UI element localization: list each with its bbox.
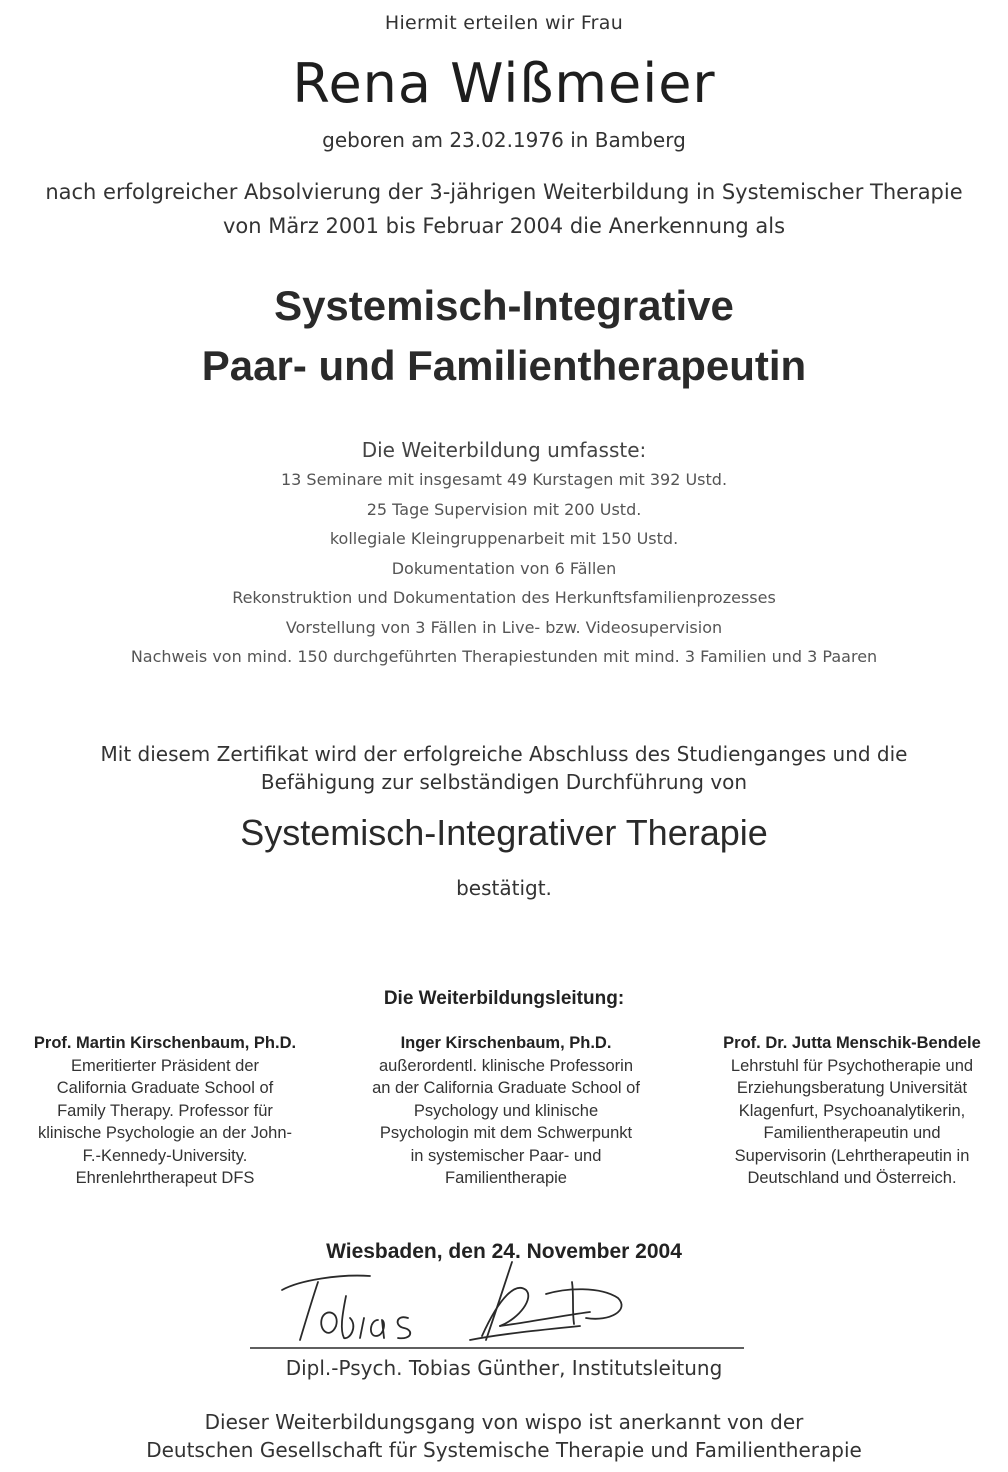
leader-description-line: in systemischer Paar- und xyxy=(410,1146,602,1165)
scope-item: Rekonstruktion und Dokumentation des Herkunftsfamilienprozesses xyxy=(232,588,776,607)
signature-stroke xyxy=(342,1296,354,1338)
scope-item: 25 Tage Supervision mit 200 Ustd. xyxy=(366,500,642,519)
leader-description-line: Familientherapie xyxy=(445,1169,567,1187)
signature-stroke xyxy=(486,1262,512,1340)
scope-item: Vorstellung von 3 Fällen in Live- bzw. Videosupervision xyxy=(285,618,723,637)
signature-stroke xyxy=(360,1318,364,1338)
birth-info: geboren am 23.02.1976 in Bamberg xyxy=(322,128,686,152)
leader-description-line: Lehrstuhl für Psychotherapie und xyxy=(730,1056,974,1075)
recipient-name: Rena Wißmeier xyxy=(292,52,716,115)
confirmed-text: bestätigt. xyxy=(456,876,552,900)
completion-line-1: nach erfolgreicher Absolvierung der 3-jährigen Weiterbildung in Systemischer Therapie xyxy=(45,180,963,204)
signature-stroke xyxy=(398,1317,411,1338)
scope-item: Nachweis von mind. 150 durchgeführten Therapiestunden mit mind. 3 Familien und 3 Paaren xyxy=(130,647,878,666)
leader-name: Prof. Dr. Jutta Menschik-Bendele xyxy=(723,1034,981,1052)
signature-stroke xyxy=(321,1312,337,1332)
leader-description-line: klinische Psychologie an der John- xyxy=(37,1124,293,1142)
signature-stroke xyxy=(572,1282,574,1324)
leader-description-line: Familientherapeutin und xyxy=(763,1124,941,1142)
scope-item: Dokumentation von 6 Fällen xyxy=(391,559,617,578)
leader-description-line: F.-Kennedy-University. xyxy=(82,1146,248,1165)
leader-description-line: Psychologin mit dem Schwerpunkt xyxy=(379,1124,633,1142)
leader-description-line: an der California Graduate School of xyxy=(372,1079,640,1097)
signature-stroke xyxy=(282,1276,370,1290)
leader-description-line: California Graduate School of xyxy=(56,1079,274,1097)
intro-text: Hiermit erteilen wir Frau xyxy=(384,12,624,34)
signatory-name: Dipl.-Psych. Tobias Günther, Institutsleitung xyxy=(285,1356,723,1380)
scope-heading: Die Weiterbildung umfasste: xyxy=(361,438,647,462)
scope-item: 13 Seminare mit insgesamt 49 Kurstagen mit 392 Ustd. xyxy=(280,470,728,489)
leader-description-line: Supervisorin (Lehrtherapeutin in xyxy=(734,1146,970,1165)
scope-item: kollegiale Kleingruppenarbeit mit 150 Ustd. xyxy=(329,529,679,548)
degree-title-line-2: Paar- und Familientherapeutin xyxy=(201,342,807,389)
leadership-heading: Die Weiterbildungsleitung: xyxy=(383,988,625,1009)
leader-description-line: Emeritierter Präsident der xyxy=(71,1056,259,1075)
signature-stroke xyxy=(371,1320,384,1338)
therapy-title: Systemisch-Integrativer Therapie xyxy=(240,812,768,853)
leader-description-line: Ehrenlehrtherapeut DFS xyxy=(75,1169,255,1187)
leader-description-line: außerordentl. klinische Professorin xyxy=(378,1056,634,1075)
leader-description-line: Erziehungsberatung Universität xyxy=(736,1079,968,1097)
leader-description-line: Family Therapy. Professor für xyxy=(57,1101,273,1120)
place-and-date: Wiesbaden, den 24. November 2004 xyxy=(326,1240,682,1263)
confirmation-line-2: Befähigung zur selbständigen Durchführung von xyxy=(260,770,748,794)
leader-description-line: Psychology und klinische xyxy=(413,1101,599,1120)
completion-line-2: von März 2001 bis Februar 2004 die Anerkennung als xyxy=(222,214,786,238)
leader-description-line: Deutschland und Österreich. xyxy=(747,1169,957,1187)
footer-line-2: Deutschen Gesellschaft für Systemische Therapie und Familientherapie xyxy=(146,1438,862,1462)
signature-stroke xyxy=(546,1289,622,1319)
degree-title-line-1: Systemisch-Integrative xyxy=(274,282,734,329)
signature-stroke xyxy=(300,1282,318,1340)
leader-name: Prof. Martin Kirschenbaum, Ph.D. xyxy=(33,1034,297,1052)
footer-line-1: Dieser Weiterbildungsgang von wispo ist anerkannt von der xyxy=(204,1410,804,1434)
leader-name: Inger Kirschenbaum, Ph.D. xyxy=(400,1034,612,1052)
confirmation-line-1: Mit diesem Zertifikat wird der erfolgreiche Abschluss des Studienganges und die xyxy=(100,742,908,766)
leader-description-line: Klagenfurt, Psychoanalytikerin, xyxy=(738,1101,966,1120)
